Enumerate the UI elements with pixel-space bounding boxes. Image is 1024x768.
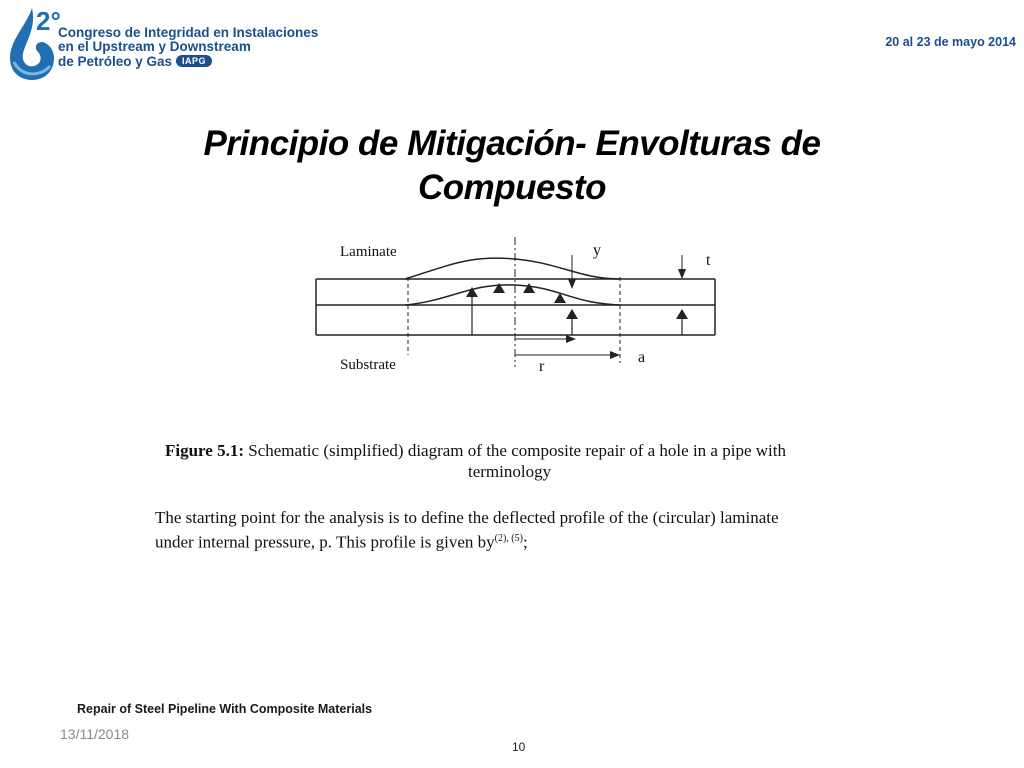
body-superscript: (2), (5)	[494, 533, 523, 544]
slide-title	[60, 122, 964, 210]
iapg-badge: IAPG	[176, 55, 212, 67]
body-line2: under internal pressure, p. This profile is given by	[155, 532, 495, 552]
figure-caption	[165, 440, 885, 482]
congress-logo	[6, 6, 326, 82]
slide-title-line1: Principio de Mitigación- Envolturas de	[203, 124, 821, 163]
logo-text-line2: en el Upstream y Downstream	[58, 39, 251, 54]
label-r: r	[539, 358, 545, 375]
figure-caption-label: Figure 5.1:	[165, 441, 245, 460]
page-number: 10	[512, 740, 526, 754]
figure-caption-text: Schematic (simplified) diagram of the composite repair of a hole in a pipe with	[248, 441, 786, 460]
body-line2-wrap	[155, 528, 885, 553]
label-t: t	[706, 252, 711, 269]
label-a: a	[638, 349, 646, 366]
source-reference: Repair of Steel Pipeline With Composite Materials	[77, 702, 373, 716]
label-substrate: Substrate	[340, 357, 396, 373]
figure-body-text	[155, 507, 885, 553]
label-y: y	[593, 242, 601, 259]
figure-caption-text2: terminology	[468, 462, 552, 481]
body-line1: The starting point for the analysis is to define the deflected profile of the (circular) laminate	[155, 508, 779, 527]
slide-title-line2: Compuesto	[418, 168, 606, 207]
body-end: ;	[522, 532, 528, 552]
composite-repair-diagram	[150, 235, 880, 385]
label-laminate: Laminate	[340, 244, 397, 260]
footer-date: 13/11/2018	[60, 726, 130, 742]
logo-text-line3: de Petróleo y Gas	[58, 54, 173, 69]
event-date: 20 al 23 de mayo 2014	[885, 35, 1016, 49]
logo-text-line1: Congreso de Integridad en Instalaciones	[58, 25, 319, 40]
logo-edition-number: 2°	[36, 6, 61, 36]
figure-block	[150, 235, 880, 555]
